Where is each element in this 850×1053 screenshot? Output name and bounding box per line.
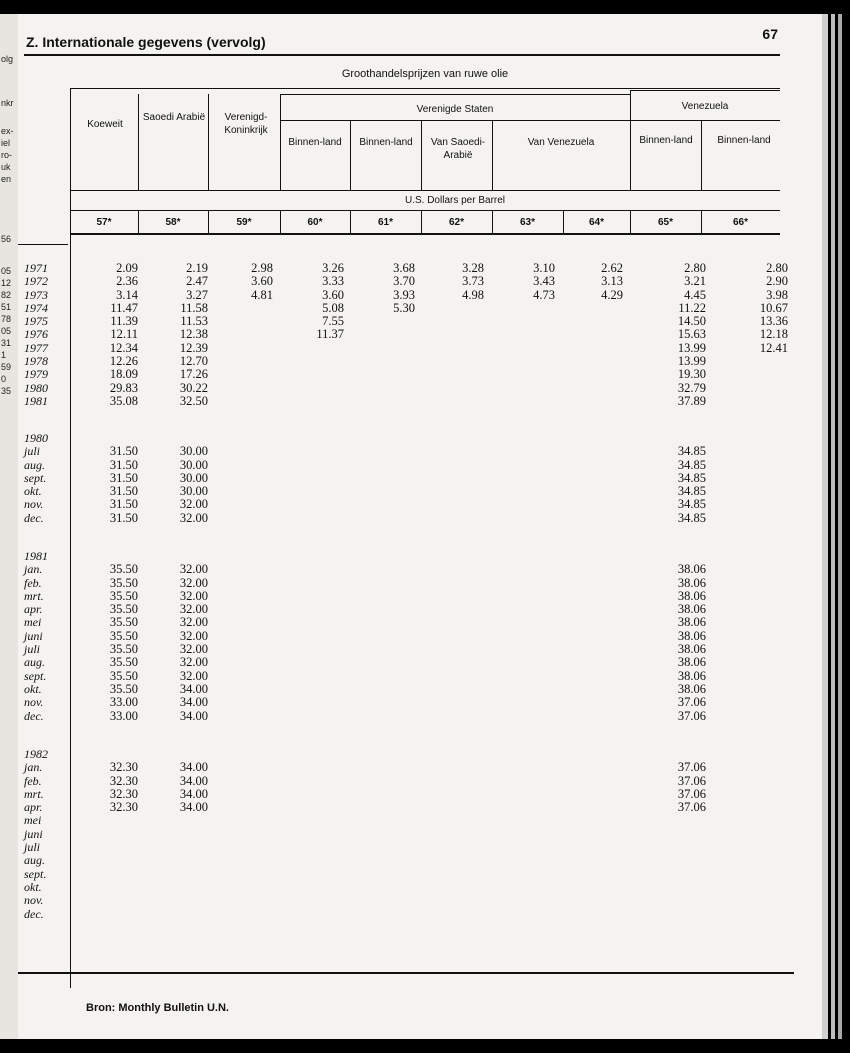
table-cell: 32.50 xyxy=(179,393,208,408)
title-rule xyxy=(24,54,780,56)
row-label: jan. xyxy=(24,562,43,577)
row-label: apr. xyxy=(24,800,43,815)
table-cell: 12.39 xyxy=(179,340,208,355)
source-note: Bron: Monthly Bulletin U.N. xyxy=(86,1002,229,1014)
col-head-verenigde-staten: Verenigde Staten xyxy=(416,104,494,115)
col-head-vk: Verenigd-Koninkrijk xyxy=(224,112,268,136)
strip-text: iel xyxy=(1,138,11,148)
table-cell: 32.00 xyxy=(179,628,208,643)
row-label: sept. xyxy=(24,668,47,683)
col-head-vs-binnenland-2: Binnen-land xyxy=(359,137,413,148)
row-label: juni xyxy=(24,628,43,643)
row-label: 1973 xyxy=(24,287,48,302)
strip-text: 05 xyxy=(1,326,12,336)
col-number: 59* xyxy=(236,217,252,228)
strip-text: ex- xyxy=(1,126,14,136)
table-cell: 2.36 xyxy=(116,274,138,289)
row-label: jan. xyxy=(24,760,43,775)
strip-text: 35 xyxy=(1,386,12,396)
col-head-koeweit: Koeweit xyxy=(87,119,123,130)
table-cell: 2.19 xyxy=(186,261,208,275)
value-column-c58 xyxy=(180,761,208,814)
value-column-c58 xyxy=(180,563,208,723)
col-number: 65* xyxy=(657,217,673,228)
col-head-venezuela: Venezuela xyxy=(681,101,729,112)
col-number: 66* xyxy=(732,217,748,228)
strip-text: 05 xyxy=(1,266,12,276)
strip-text: nkr xyxy=(1,98,14,108)
table-cell: 30.00 xyxy=(179,444,208,459)
value-column-c57 xyxy=(110,563,138,723)
strip-text: 0 xyxy=(1,374,7,384)
value-column-c57 xyxy=(110,761,138,814)
col-head-vs-van-venezuela: Van Venezuela xyxy=(527,137,595,148)
table-cell: 34.85 xyxy=(677,484,706,499)
strip-text: 78 xyxy=(1,314,12,324)
table-cell: 3.33 xyxy=(322,274,344,289)
table-cell: 37.06 xyxy=(677,695,706,710)
row-label: mrt. xyxy=(24,588,44,603)
table-cell: 38.06 xyxy=(677,668,706,683)
table-cell: 4.45 xyxy=(684,287,706,302)
col-number: 63* xyxy=(519,217,535,228)
table-cell: 32.00 xyxy=(179,510,208,525)
row-label: juni xyxy=(24,826,43,841)
table-cell: 30.22 xyxy=(179,380,208,395)
row-label: juli xyxy=(24,642,41,657)
value-column-c65 xyxy=(678,761,706,814)
table-cell: 2.98 xyxy=(251,261,273,275)
row-label: okt. xyxy=(24,879,42,894)
value-column-c58 xyxy=(180,445,208,525)
table-cell: 38.06 xyxy=(677,628,706,643)
value-column-c62 xyxy=(462,262,484,302)
table-cell: 32.30 xyxy=(109,786,138,801)
row-label: aug. xyxy=(24,457,45,472)
table-cell: 38.06 xyxy=(677,642,706,657)
table-cell: 35.50 xyxy=(109,655,138,670)
table-cell: 34.85 xyxy=(677,470,706,485)
table-cell: 32.79 xyxy=(677,380,706,395)
value-column-c60 xyxy=(316,262,344,342)
table-cell: 12.34 xyxy=(109,340,138,355)
col-number: 64* xyxy=(588,217,604,228)
page-title: Z. Internationale gegevens (vervolg) xyxy=(26,34,266,50)
table-cell: 32.00 xyxy=(179,575,208,590)
strip-text: 56 xyxy=(1,234,12,244)
table-cell: 4.98 xyxy=(462,287,484,302)
table-cell: 32.00 xyxy=(179,642,208,657)
row-label: mei xyxy=(24,813,42,828)
table-cell: 34.85 xyxy=(677,510,706,525)
table-cell: 3.43 xyxy=(533,274,555,289)
strip-text: uk xyxy=(1,162,11,172)
table-cell: 11.22 xyxy=(678,300,706,315)
table-cell: 35.50 xyxy=(109,681,138,696)
row-label: 1972 xyxy=(24,274,48,289)
table-cell: 2.90 xyxy=(766,274,788,289)
table-cell: 3.10 xyxy=(533,261,555,275)
strip-text: 59 xyxy=(1,362,12,372)
table-cell: 11.58 xyxy=(180,300,208,315)
row-label: nov. xyxy=(24,497,44,512)
table-cell: 3.60 xyxy=(251,274,273,289)
row-label: feb. xyxy=(24,773,42,788)
table-cell: 37.06 xyxy=(677,773,706,788)
table-cell: 38.06 xyxy=(677,575,706,590)
table-cell: 35.50 xyxy=(109,615,138,630)
table-cell: 4.29 xyxy=(601,287,623,302)
table-cell: 34.00 xyxy=(179,800,208,815)
table-cell: 31.50 xyxy=(109,457,138,472)
row-label: 1980 xyxy=(24,380,48,395)
page-number: 67 xyxy=(762,26,778,42)
table-cell: 3.70 xyxy=(393,274,415,289)
value-column-c63 xyxy=(533,262,555,302)
table-cell: 3.60 xyxy=(322,287,344,302)
table-cell: 5.08 xyxy=(322,300,344,315)
table-cell: 12.38 xyxy=(179,327,208,342)
row-labels-b1982 xyxy=(24,748,48,921)
row-label: 1976 xyxy=(24,327,48,342)
adjacent-page-strip xyxy=(0,14,18,1039)
row-label: juli xyxy=(24,444,41,459)
row-label-year: 1980 xyxy=(24,431,48,445)
row-label: aug. xyxy=(24,853,45,868)
table-cell: 34.00 xyxy=(179,760,208,775)
strip-text: 12 xyxy=(1,278,12,288)
table-cell: 2.09 xyxy=(116,261,138,275)
table-cell: 12.26 xyxy=(109,354,138,369)
row-label: 1974 xyxy=(24,300,48,315)
row-label: sept. xyxy=(24,866,47,881)
table-cell: 34.00 xyxy=(179,695,208,710)
table-cell: 37.06 xyxy=(677,760,706,775)
table-cell: 32.00 xyxy=(179,655,208,670)
table-cell: 34.00 xyxy=(179,708,208,723)
col-number: 61* xyxy=(377,217,393,228)
table-cell: 13.99 xyxy=(677,340,706,355)
col-number: 58* xyxy=(165,217,181,228)
table-cell: 32.30 xyxy=(109,773,138,788)
table-cell: 32.30 xyxy=(109,800,138,815)
table-cell: 30.00 xyxy=(179,470,208,485)
table-cell: 2.62 xyxy=(601,261,623,275)
page-edge xyxy=(838,14,842,1039)
strip-text: olg xyxy=(1,54,14,64)
table-cell: 35.50 xyxy=(109,628,138,643)
table-cell: 35.50 xyxy=(109,588,138,603)
document-page xyxy=(18,14,822,1039)
table-cell: 31.50 xyxy=(109,470,138,485)
strip-text: 31 xyxy=(1,338,12,348)
table-cell: 3.98 xyxy=(766,287,788,302)
row-label: apr. xyxy=(24,602,43,617)
row-label: dec. xyxy=(24,510,44,525)
row-label: juli xyxy=(24,840,41,855)
table-cell: 13.36 xyxy=(759,314,788,329)
row-label: 1975 xyxy=(24,314,48,329)
table-cell: 35.08 xyxy=(109,393,138,408)
table-cell: 32.00 xyxy=(179,497,208,512)
table-cell: 4.73 xyxy=(533,287,555,302)
row-label: nov. xyxy=(24,893,44,908)
table-cell: 31.50 xyxy=(109,497,138,512)
table-cell: 12.41 xyxy=(759,340,788,355)
row-label: 1977 xyxy=(24,340,48,355)
value-column-c66 xyxy=(760,262,788,355)
row-labels-b1981 xyxy=(24,550,48,723)
table-cell: 31.50 xyxy=(109,444,138,459)
table-cell: 38.06 xyxy=(677,602,706,617)
table-cell: 11.53 xyxy=(180,314,208,329)
table-cell: 3.93 xyxy=(393,287,415,302)
row-label: nov. xyxy=(24,695,44,710)
table-cell: 32.00 xyxy=(179,588,208,603)
table-cell: 3.13 xyxy=(601,274,623,289)
row-labels-b1980 xyxy=(24,432,48,525)
value-column-c57 xyxy=(110,445,138,525)
strip-text: 82 xyxy=(1,290,12,300)
table-cell: 35.50 xyxy=(109,668,138,683)
table-cell: 19.30 xyxy=(677,367,706,382)
row-label: mrt. xyxy=(24,786,44,801)
value-column-c65 xyxy=(678,445,706,525)
row-label-year: 1981 xyxy=(24,549,48,563)
table-cell: 11.47 xyxy=(110,300,138,315)
value-column-c64 xyxy=(601,262,623,302)
table-cell: 33.00 xyxy=(109,695,138,710)
table-cell: 32.00 xyxy=(179,602,208,617)
table-cell: 38.06 xyxy=(677,588,706,603)
col-head-vs-van-saoedi: Van Saoedi-Arabië xyxy=(430,137,486,161)
row-labels-years xyxy=(24,262,48,408)
table-bottom-rule xyxy=(18,972,794,974)
table-cell: 12.70 xyxy=(179,354,208,369)
table-cell: 5.30 xyxy=(393,300,415,315)
row-label-year: 1982 xyxy=(24,747,48,761)
table-cell: 17.26 xyxy=(179,367,208,382)
col-number: 57* xyxy=(96,217,112,228)
table-cell: 2.80 xyxy=(766,261,788,275)
table-cell: 10.67 xyxy=(759,300,788,315)
table-cell: 38.06 xyxy=(677,655,706,670)
table-cell: 12.18 xyxy=(759,327,788,342)
table-cell: 34.85 xyxy=(677,457,706,472)
table-cell: 3.14 xyxy=(116,287,138,302)
value-column-c57 xyxy=(110,262,138,408)
table-cell: 34.00 xyxy=(179,681,208,696)
table-cell: 32.30 xyxy=(109,760,138,775)
table-cell: 3.27 xyxy=(186,287,208,302)
row-label: okt. xyxy=(24,681,42,696)
value-column-c65 xyxy=(678,262,706,408)
col-head-saoedi: Saoedi Arabië xyxy=(142,112,206,123)
table-cell: 34.00 xyxy=(179,786,208,801)
table-cell: 18.09 xyxy=(109,367,138,382)
table-cell: 38.06 xyxy=(677,681,706,696)
table-cell: 32.00 xyxy=(179,562,208,577)
strip-text: ro- xyxy=(1,150,12,160)
table-cell: 31.50 xyxy=(109,510,138,525)
table-cell: 2.80 xyxy=(684,261,706,275)
table-cell: 32.00 xyxy=(179,668,208,683)
table-cell: 13.99 xyxy=(677,354,706,369)
row-label: 1981 xyxy=(24,393,48,408)
row-label: dec. xyxy=(24,708,44,723)
table-cell: 34.85 xyxy=(677,444,706,459)
table-cell: 37.06 xyxy=(677,800,706,815)
table-cell: 7.55 xyxy=(322,314,344,329)
table-cell: 35.50 xyxy=(109,575,138,590)
strip-text: 1 xyxy=(1,350,7,360)
table-cell: 3.68 xyxy=(393,261,415,275)
table-cell: 37.89 xyxy=(677,393,706,408)
table-cell: 2.47 xyxy=(186,274,208,289)
table-cell: 35.50 xyxy=(109,602,138,617)
col-number: 62* xyxy=(448,217,464,228)
row-label: 1978 xyxy=(24,354,48,369)
row-label: dec. xyxy=(24,906,44,921)
table-cell: 3.28 xyxy=(462,261,484,275)
table-cell: 15.63 xyxy=(677,327,706,342)
table-cell: 30.00 xyxy=(179,484,208,499)
row-label: aug. xyxy=(24,655,45,670)
table-cell: 3.21 xyxy=(684,274,706,289)
table-cell: 34.00 xyxy=(179,773,208,788)
table-cell: 37.06 xyxy=(677,708,706,723)
col-head-ven-binnenland-2: Binnen-land xyxy=(717,135,771,146)
page-edge xyxy=(822,14,828,1039)
table-cell: 38.06 xyxy=(677,615,706,630)
table-cell: 32.00 xyxy=(179,615,208,630)
table-cell: 38.06 xyxy=(677,562,706,577)
value-column-c59 xyxy=(251,262,273,302)
table-cell: 35.50 xyxy=(109,642,138,657)
table-cell: 14.50 xyxy=(677,314,706,329)
table-cell: 33.00 xyxy=(109,708,138,723)
table-cell: 37.06 xyxy=(677,786,706,801)
table-cell: 3.26 xyxy=(322,261,344,275)
page-edge xyxy=(831,14,835,1039)
table-cell: 11.37 xyxy=(316,327,344,342)
table-cell: 30.00 xyxy=(179,457,208,472)
unit-label: U.S. Dollars per Barrel xyxy=(404,195,506,206)
table-cell: 29.83 xyxy=(109,380,138,395)
row-label-year: 1971 xyxy=(24,261,48,275)
value-column-c61 xyxy=(393,262,415,315)
strip-text: 51 xyxy=(1,302,12,312)
strip-text: en xyxy=(1,174,12,184)
group-title: Groothandelsprijzen van ruwe olie xyxy=(341,68,509,80)
table-cell: 4.81 xyxy=(251,287,273,302)
table-cell: 31.50 xyxy=(109,484,138,499)
value-column-c65 xyxy=(678,563,706,723)
row-label: feb. xyxy=(24,575,42,590)
table-cell: 34.85 xyxy=(677,497,706,512)
value-column-c58 xyxy=(180,262,208,408)
row-label: mei xyxy=(24,615,42,630)
table-cell: 11.39 xyxy=(110,314,138,329)
row-label: 1979 xyxy=(24,367,48,382)
col-number: 60* xyxy=(307,217,323,228)
row-label: okt. xyxy=(24,484,42,499)
table-cell: 12.11 xyxy=(110,327,138,342)
row-label: sept. xyxy=(24,470,47,485)
table-cell: 35.50 xyxy=(109,562,138,577)
col-head-vs-binnenland: Binnen-land xyxy=(288,137,342,148)
table-cell: 3.73 xyxy=(462,274,484,289)
col-head-ven-binnenland: Binnen-land xyxy=(639,135,693,146)
